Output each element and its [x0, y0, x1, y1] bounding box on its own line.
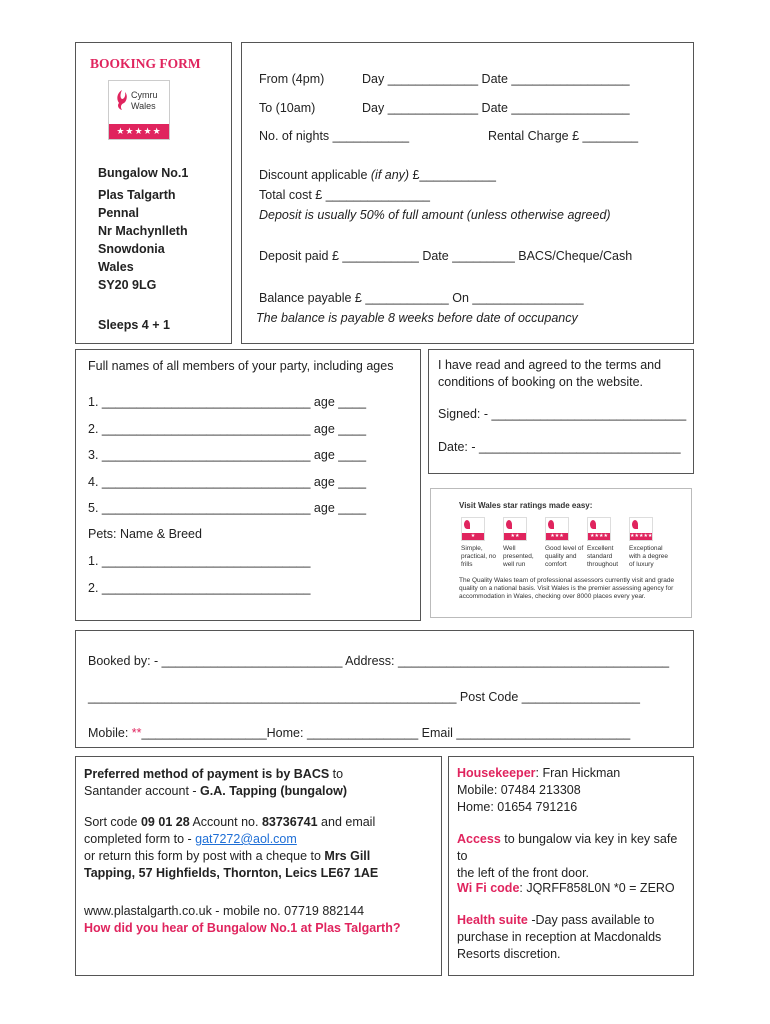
access-text: to bungalow via key in key safe to [457, 832, 678, 863]
from-label: From (4pm) [259, 72, 325, 86]
deposit-paid-field[interactable]: Deposit paid £ ___________ Date _________ BACS/Cheque/Cash [259, 249, 633, 263]
access-label: Access [457, 832, 501, 846]
logo-text-line1: Cymru [131, 90, 158, 100]
deposit-note: Deposit is usually 50% of full amount (unless otherwise agreed) [259, 208, 611, 222]
rating-caption: Good level of quality and comfort [545, 545, 584, 568]
balance-note: The balance is payable 8 weeks before date of occupancy [256, 311, 578, 325]
payment-pref-bold: Preferred method of payment is by BACS [84, 767, 330, 781]
and-email-text: and email [317, 815, 376, 829]
payment-pref-to: to [329, 767, 344, 781]
nights-field[interactable]: No. of nights ___________ [259, 129, 410, 143]
housekeeper-home: Home: 01654 791216 [457, 800, 578, 814]
sort-code-label: Sort code [84, 815, 141, 829]
property-address-line: Snowdonia [98, 242, 165, 256]
or-return-text: or return this form by post with a cheque to [84, 849, 325, 863]
ratings-footer: The Quality Wales team of professional assessors currently visit and grade quality on a national basis. Visit Wales is the premier assessing agency for accommodation in Wales, checking over 8000 places every year. [459, 577, 675, 600]
property-address-line: Nr Machynlleth [98, 224, 188, 238]
terms-text-line1: I have read and agreed to the terms and [438, 358, 662, 372]
housekeeper-name: : Fran Hickman [535, 766, 621, 780]
party-member-field[interactable]: 5. ______________________________ age ____ [88, 501, 367, 515]
referral-question: How did you hear of Bungalow No.1 at Plas Talgarth? [84, 921, 401, 935]
bank-details [84, 814, 434, 882]
address-line2-field[interactable]: _____________________________________________________ Post Code _________________ [88, 690, 640, 704]
discount-if-any: (if any) [370, 168, 410, 182]
party-member-field[interactable]: 1. ______________________________ age ____ [88, 395, 367, 409]
property-address-line: Plas Talgarth [98, 188, 176, 202]
to-label: To (10am) [259, 101, 316, 115]
rating-caption: Well presented, well run [503, 545, 534, 568]
logo-stars: ★★★★★ [109, 124, 169, 139]
wifi-label: Wi Fi code [457, 881, 520, 895]
rating-badge [629, 517, 653, 541]
rating-stars: ★★★ [546, 533, 568, 540]
health-suite-text: -Day pass available to [527, 913, 655, 927]
health-suite-label: Health suite [457, 913, 528, 927]
housekeeper-label: Housekeeper [457, 766, 536, 780]
party-heading: Full names of all members of your party, including ages [88, 359, 394, 373]
account-label: Account no. [189, 815, 262, 829]
rating-badge [461, 517, 485, 541]
account-number: 83736741 [261, 815, 318, 829]
property-address-line: Pennal [98, 206, 139, 220]
sleeps-label: Sleeps 4 + 1 [98, 318, 170, 332]
property-address-line: Wales [98, 260, 134, 274]
dragon-icon [590, 520, 596, 529]
to-day-date-field[interactable]: Day _____________ Date _________________ [362, 101, 630, 115]
mobile-field[interactable] [88, 726, 630, 740]
discount-field[interactable] [259, 168, 496, 182]
signed-field[interactable]: Signed: - ____________________________ [438, 407, 687, 421]
mobile-stars: ** [131, 726, 142, 740]
rating-stars: ★★ [504, 533, 526, 540]
dragon-icon [506, 520, 512, 529]
website-text: www.plastalgarth.co.uk - mobile no. 07719 882144 [84, 904, 365, 918]
balance-field[interactable]: Balance payable £ ____________ On ________________ [259, 291, 584, 305]
rating-caption: Simple, practical, no frills [461, 545, 497, 568]
housekeeper-mobile: Mobile: 07484 213308 [457, 783, 581, 797]
property-address-line: SY20 9LG [98, 278, 157, 292]
wifi-info [457, 881, 675, 895]
sort-code: 09 01 28 [140, 815, 190, 829]
logo-text [131, 90, 158, 112]
from-day-date-field[interactable]: Day _____________ Date _________________ [362, 72, 630, 86]
pet-field[interactable]: 2. ______________________________ [88, 581, 311, 595]
star-ratings-image [430, 488, 692, 618]
payment-preference [84, 766, 434, 800]
wifi-code: : JQRFF858L0N *0 = ZERO [519, 881, 675, 895]
ratings-title: Visit Wales star ratings made easy: [459, 501, 593, 510]
dragon-icon [464, 520, 470, 529]
visit-wales-logo [108, 80, 170, 140]
rental-charge-field[interactable]: Rental Charge £ ________ [488, 129, 639, 143]
party-member-field[interactable]: 2. ______________________________ age ____ [88, 421, 367, 436]
health-suite-text-2: purchase in reception at Macdonalds [457, 930, 662, 944]
discount-label: Discount applicable [259, 168, 371, 182]
rating-stars: ★ [462, 533, 484, 540]
recipient-address: Tapping, 57 Highfields, Thornton, Leics LE67 1AE [84, 866, 379, 880]
dragon-icon [632, 520, 638, 529]
recipient-name: Mrs Gill [324, 849, 371, 863]
dragon-icon [548, 520, 554, 529]
rating-badge [545, 517, 569, 541]
pets-heading: Pets: Name & Breed [88, 527, 202, 541]
completed-form-text: completed form to - [84, 832, 196, 846]
rating-caption: Exceptional with a degree of luxury [629, 545, 669, 568]
access-info [457, 831, 691, 882]
health-suite-info [457, 912, 691, 963]
party-member-field[interactable]: 3. ______________________________ age ____ [88, 448, 367, 462]
mobile-home-email-blanks: __________________Home: ________________ Email _________________________ [141, 726, 631, 740]
booked-by-field[interactable]: Booked by: - __________________________ Address: _______________________________________ [88, 654, 670, 668]
email-link[interactable]: gat7272@aol.com [195, 832, 297, 846]
dragon-icon [115, 89, 129, 111]
rating-badge [587, 517, 611, 541]
rating-stars: ★★★★★ [630, 533, 653, 539]
rating-caption: Excellent standard throughout [587, 545, 619, 568]
form-title: BOOKING FORM [90, 56, 201, 71]
logo-text-line2: Wales [131, 101, 156, 111]
santander-account-name: G.A. Tapping (bungalow) [200, 784, 348, 798]
rating-badge [503, 517, 527, 541]
property-address-line: Bungalow No.1 [98, 166, 189, 180]
terms-text-line2: conditions of booking on the website. [438, 375, 643, 389]
rating-stars: ★★★★ [588, 533, 610, 540]
mobile-label: Mobile: [88, 726, 132, 740]
party-member-field[interactable]: 4. ______________________________ age ____ [88, 474, 367, 489]
pet-field[interactable]: 1. ______________________________ [88, 554, 311, 568]
housekeeper-info [457, 765, 691, 816]
health-suite-text-3: Resorts discretion. [457, 947, 561, 961]
date-field[interactable]: Date: - _____________________________ [438, 440, 681, 454]
santander-label: Santander account - [84, 784, 201, 798]
access-text-2: the left of the front door. [457, 866, 590, 880]
total-cost-field[interactable]: Total cost £ _______________ [259, 188, 430, 202]
discount-blank: £___________ [409, 168, 496, 182]
